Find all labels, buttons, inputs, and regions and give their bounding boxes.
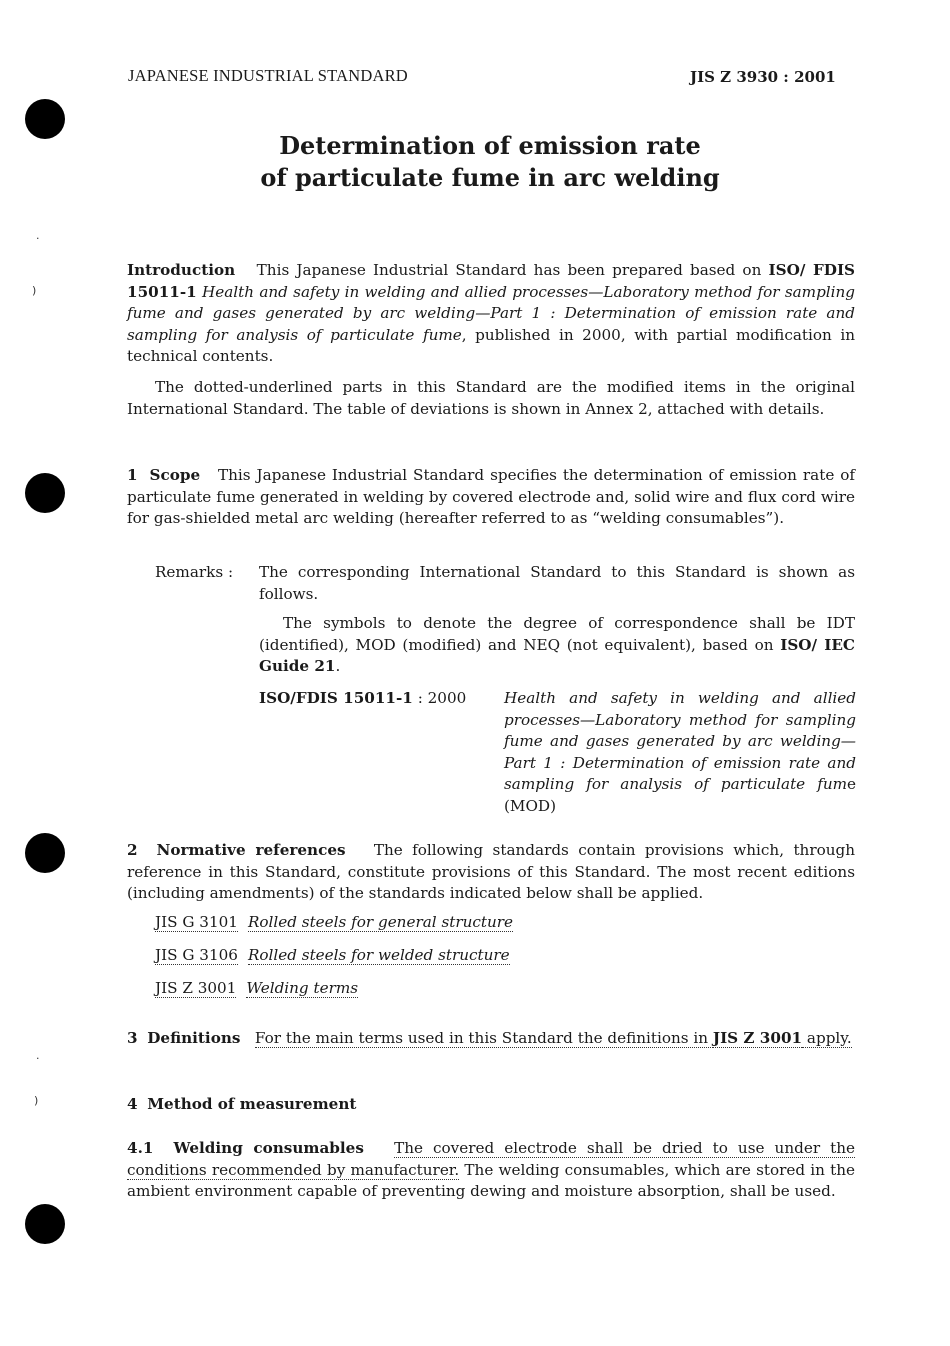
reference-item (155, 913, 523, 931)
consumables-text-dotted: The covered electrode shall be dried to use under the conditions recommended by manufacturer. (127, 1139, 855, 1179)
method-heading: Method of measurement (147, 1095, 357, 1113)
binder-hole (25, 833, 65, 873)
intro-heading: Introduction (127, 261, 236, 279)
title-line-1: Determination of emission rate (279, 131, 701, 160)
method-heading-block (127, 1094, 855, 1116)
header-standard-label: JAPANESE INDUSTRIAL STANDARD (128, 66, 408, 85)
header-standard-number: JIS Z 3930 : 2001 (690, 68, 836, 86)
iso-title-tail: e (MOD) (504, 775, 856, 815)
title-line-2: of particulate fume in arc welding (260, 163, 720, 192)
remarks-block (155, 562, 855, 605)
definitions-text-b: apply. (802, 1029, 852, 1047)
symbols-end: . (335, 657, 341, 676)
remarks-text: The corresponding International Standard to this Standard is shown as follows. (259, 563, 855, 603)
binder-hole (25, 473, 65, 513)
symbols-paragraph (259, 613, 855, 678)
remarks-label: Remarks : (155, 563, 234, 581)
symbols-guide: ISO/ IEC Guide 21 (259, 635, 856, 676)
intro-text-a: This Japanese Industrial Standard has been prepared based on (256, 261, 769, 279)
iso-correspondence-title (504, 688, 856, 818)
scan-speck: ) (34, 1094, 39, 1107)
iso-title-text: Health and safety in welding and allied processes—Laboratory method for sampling fume and gases generated by arc welding—Part 1 : Determination of emission rate and sampling for analysis of particulate fum (504, 689, 856, 794)
reference-code: JIS G 3101 (155, 913, 238, 931)
reference-item (155, 979, 368, 997)
intro-paragraph (127, 260, 855, 368)
scan-speck: · (36, 232, 40, 245)
definitions-text-a: For the main terms used in this Standard the definitions in (254, 1029, 713, 1047)
normative-heading: Normative references (156, 841, 346, 859)
binder-hole (25, 1204, 65, 1244)
reference-title: Rolled steels for welded structure (247, 946, 510, 964)
normative-text: The following standards contain provisions which, through reference in this Standard, constitute provisions of this Standard. The most recent editions (including amendments) of the standards indicated below shall be applied. (127, 841, 856, 903)
normative-number: 2 (127, 841, 138, 859)
method-number: 4 (127, 1095, 138, 1113)
intro-text-2: The dotted-underlined parts in this Standard are the modified items in the original International Standard. The table of deviations is shown in Annex 2, attached with details. (127, 378, 855, 418)
definitions-number: 3 (127, 1029, 138, 1047)
scope-text: This Japanese Industrial Standard specifies the determination of emission rate of particulate fume generated in welding by covered electrode and, solid wire and flux cord wire for gas-shielded metal arc welding (hereafter referred to as “welding consumables”). (127, 466, 856, 528)
scope-number: 1 (127, 466, 138, 484)
reference-code: JIS G 3106 (155, 946, 238, 964)
consumables-heading: Welding consumables (173, 1139, 364, 1157)
reference-title: Welding terms (246, 979, 359, 997)
scope-paragraph (127, 465, 855, 530)
scan-speck: ) (32, 284, 37, 297)
reference-title: Rolled steels for general structure (247, 913, 514, 931)
intro-iso-ref: ISO/ FDIS 15011-1 (127, 261, 856, 301)
intro-iso-title: Health and safety in welding and allied processes—Laboratory method for sampling fume and gases generated by arc welding—Part 1 : Determination of emission rate and sampling for analysis of particulate fume (127, 282, 856, 344)
iso-year: : 2000 (412, 689, 467, 707)
definitions-jis: JIS Z 3001 (712, 1029, 803, 1047)
consumables-number: 4.1 (127, 1139, 154, 1157)
reference-code: JIS Z 3001 (155, 979, 237, 997)
intro-paragraph-2 (127, 377, 855, 420)
definitions-heading: Definitions (147, 1029, 241, 1047)
page-title (0, 130, 950, 194)
normative-paragraph (127, 840, 855, 905)
intro-text-b: , published in 2000, with partial modification in technical contents. (127, 325, 855, 366)
definitions-paragraph (127, 1028, 855, 1050)
scan-speck: · (36, 1052, 40, 1065)
iso-correspondence-number (259, 688, 466, 710)
reference-item (155, 946, 520, 964)
scope-heading: Scope (149, 466, 201, 484)
consumables-paragraph (127, 1138, 855, 1203)
consumables-text-rest: The welding consumables, which are stored in the ambient environment capable of preventing dewing and moisture absorption, shall be used. (127, 1160, 855, 1201)
iso-number: ISO/FDIS 15011-1 (259, 689, 413, 707)
symbols-text: The symbols to denote the degree of correspondence shall be IDT (identified), MOD (modified) and NEQ (not equivalent), based on (259, 614, 855, 654)
